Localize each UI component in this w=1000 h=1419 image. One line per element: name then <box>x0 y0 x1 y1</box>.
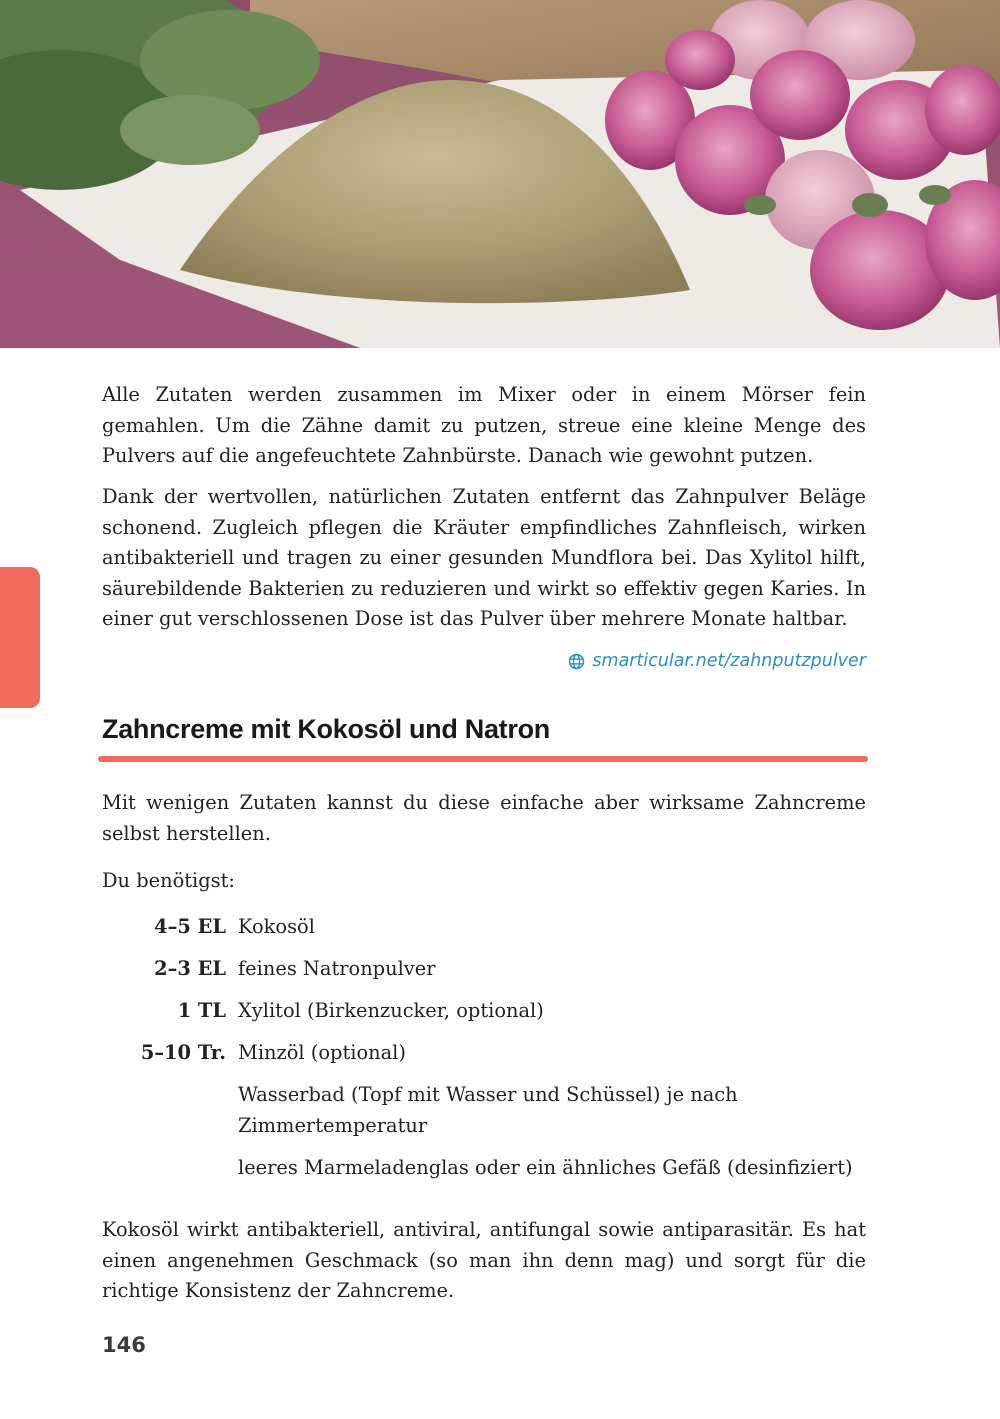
ingredient-name: leeres Marmeladenglas oder ein ähnliches Gefäß (desinfiziert) <box>238 1155 853 1179</box>
ingredient-row <box>102 1080 866 1141</box>
ingredient-quantity: 1 TL <box>177 999 226 1022</box>
ingredient-name: Xylitol (Birkenzucker, optional) <box>238 999 544 1022</box>
intro-paragraph: Alle Zutaten werden zusammen im Mixer oder in einem Mörser fein gemahlen. Um die Zähne damit zu putzen, streue eine kleine Menge des Pulvers auf die angefeuchtete Zahnbürste. Danach wie gewohnt putzen. <box>102 383 866 467</box>
page-number: 146 <box>102 1333 146 1357</box>
ingredient-row <box>102 1153 866 1184</box>
ingredient-name: Minzöl (optional) <box>238 1041 406 1064</box>
chapter-tab-marker <box>0 567 40 708</box>
ingredient-quantity <box>102 1153 238 1184</box>
ingredient-quantity <box>102 1080 238 1141</box>
ingredient-row <box>102 996 866 1027</box>
ingredient-row <box>102 954 866 985</box>
source-link[interactable] <box>568 648 866 674</box>
ingredient-quantity: 4–5 EL <box>154 915 226 938</box>
coconut-oil-paragraph: Kokosöl wirkt antibakteriell, antiviral, antifungal sowie antiparasitär. Es hat einen angenehmen Geschmack (so man ihn denn mag) und sorgt für die richtige Konsistenz der Zahncreme. <box>102 1218 866 1302</box>
hero-photo <box>0 0 1000 348</box>
ingredients-label: Du benötigst: <box>102 869 235 892</box>
ingredient-row <box>102 1038 866 1069</box>
section-heading: Zahncreme mit Kokosöl und Natron <box>102 714 550 744</box>
ingredient-name: Wasserbad (Topf mit Wasser und Schüssel) je nach Zimmertemperatur <box>238 1083 738 1137</box>
ingredient-name: Kokosöl <box>238 915 315 938</box>
ingredient-list <box>102 912 866 1195</box>
ingredient-row <box>102 912 866 943</box>
ingredient-quantity: 5–10 Tr. <box>140 1041 226 1064</box>
section-heading-underline <box>98 756 868 762</box>
benefits-paragraph: Dank der wertvollen, natürlichen Zutaten entfernt das Zahnpulver Beläge schonend. Zugleich pflegen die Kräuter empfindliches Zahnfleisch, wirken antibakteriell und tragen zu einer gesunden Mundflora bei. Das Xylitol hilft, säurebildende Bakterien zu reduzieren und wirkt so effektiv gegen Karies. In einer gut verschlossenen Dose ist das Pulver über mehrere Monate haltbar. <box>102 485 866 630</box>
ingredient-quantity: 2–3 EL <box>154 957 226 980</box>
globe-icon <box>568 653 585 670</box>
ingredient-name: feines Natronpulver <box>238 957 436 980</box>
section-intro-paragraph: Mit wenigen Zutaten kannst du diese einfache aber wirksame Zahncreme selbst herstellen. <box>102 791 866 845</box>
source-link-text[interactable]: smarticular.net/zahnputzpulver <box>592 651 866 671</box>
